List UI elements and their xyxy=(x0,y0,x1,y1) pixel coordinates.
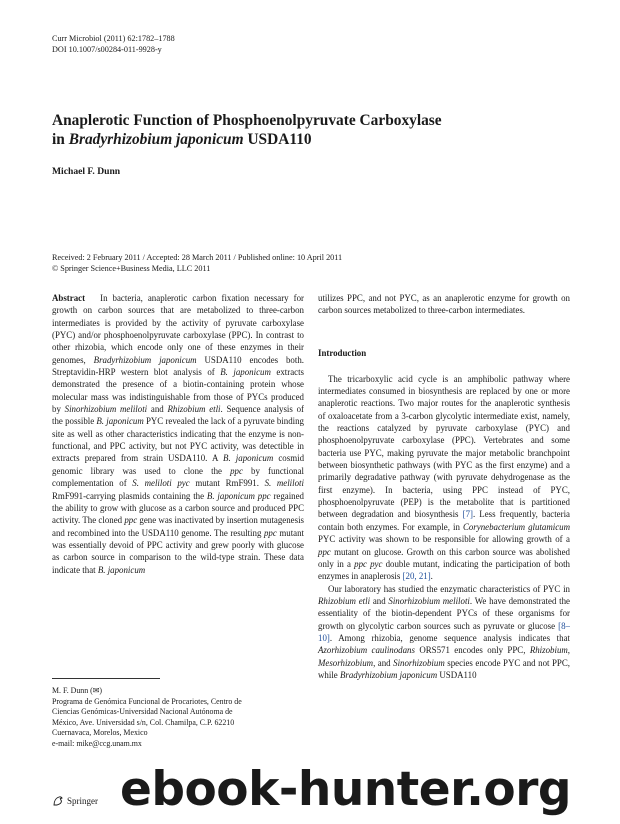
journal-citation: Curr Microbiol (2011) 62:1782–1788 xyxy=(52,34,175,43)
affiliation-line: México, Ave. Universidad s/n, Col. Chamilpa, C.P. 62210 xyxy=(52,717,235,727)
citation-link[interactable]: [20, 21] xyxy=(402,571,431,582)
introduction-paragraph-2: Our laboratory has studied the enzymatic characteristics of PYC in Rhizobium etli and Sinorhizobium meliloti. We have demonstrated the essentiality of the biotin-dependent PYCs of these organisms for growth on glycolytic carbon sources such as pyruvate or glucose [8–10]. Among rhizobia, genome sequence analysis indicates that Azorhizobium caulinodans ORS571 encodes only PPC, Rhizobium, Mesorhizobium, and Sinorhizobium species encode PYC and not PPC, while Bradyrhizobium japonicum USDA110 xyxy=(318,583,571,680)
affiliation-line: Ciencias Genómicas-Universidad Nacional Autónoma de xyxy=(52,707,233,717)
title-organism: Bradyrhizobium japonicum xyxy=(68,131,244,148)
copyright-line: © Springer Science+Business Media, LLC 2011 xyxy=(52,264,211,273)
title-prefix: in xyxy=(52,131,69,148)
author-name: Michael F. Dunn xyxy=(52,166,121,177)
correspondence-name: M. F. Dunn (✉) xyxy=(52,686,103,695)
paper-title xyxy=(52,111,572,149)
citation-link[interactable]: [8–10] xyxy=(318,620,570,643)
introduction-paragraph-1: The tricarboxylic acid cycle is an amphibolic pathway where intermediates consumed in biosynthesis are replaced by one or more anaplerotic reactions. Two major routes for the anaplerotic synthesis of oxaloacetate from a 3-carbon glycolytic intermediate exist, namely, the reactions catalyzed by pyruvate carboxylase (PYC) and phosphoenolpyruvate carboxylase (PPC). Vertebrates and some bacteria use PYC, making pyruvate the major metabolic branchpoint between biosynthetic pathways (with PYC as the first enzyme) and a primarily degradative pathway (with pyruvate dehydrogenase as the first enzyme). In bacteria, using PPC instead of PYC, phosphoenolpyruvate (PEP) is the metabolite that is partitioned between degradation and biosynthesis [7]. Less frequently, bacteria contain both enzymes. For example, in Corynebacterium glutamicum PYC activity was shown to be responsible for allowing growth of a ppc mutant on glucose. Growth on this carbon source was abolished only in a ppc pyc double mutant, indicating the participation of both enzymes in anaplerosis [20, 21]. xyxy=(318,373,570,582)
abstract-label: Abstract xyxy=(52,293,86,303)
abstract-paragraph: Abstract In bacteria, anaplerotic carbon fixation necessary for growth on carbon sources that are metabolized to three-carbon intermediates is provided by the activity of pyruvate carboxylase (PYC) and/or phosphoenolpyruvate carboxylase (PPC). In contrast to other rhizobia, which encode only one of these enzymes in their genomes, Bradyrhizobium japonicum USDA110 encodes both. Streptavidin-HRP western blot analysis of B. japonicum extracts demonstrated the presence of a biotin-containing protein whose molecular mass was indistinguishable from those of PYCs produced by Sinorhizobium meliloti and Rhizobium etli. Sequence analysis of the possible B. japonicum PYC revealed the lack of a pyruvate binding site as well as other characteristics indicating that the enzyme is non-functional, and PPC activity, but not PYC activity, was detectible in extracts prepared from strain USDA110. A B. japonicum cosmid genomic library was used to clone the ppc by functional complementation of S. meliloti pyc mutant RmF991. S. meliloti RmF991-carrying plasmids containing the B. japonicum ppc regained the ability to grow with glucose as a carbon source and produced PPC activity. The cloned ppc gene was inactivated by insertion mutagenesis and recombined into the USDA110 genome. The resulting ppc mutant was essentially devoid of PPC activity and grew poorly with glucose as carbon source in comparison to the wild-type strain. These data indicate that B. japonicum xyxy=(52,293,305,575)
affiliation-line: Programa de Genómica Funcional de Procariotes, Centro de xyxy=(52,696,242,706)
title-line-1: Anaplerotic Function of Phosphoenolpyruvate Carboxylase xyxy=(52,112,442,129)
footnote-rule xyxy=(52,678,160,679)
citation-link[interactable]: [7] xyxy=(462,509,473,520)
right-column xyxy=(318,292,570,681)
publication-dates xyxy=(52,252,342,274)
springer-horse-icon xyxy=(52,795,64,807)
watermark-text: ebook-hunter.org xyxy=(120,762,572,817)
doi: DOI 10.1007/s00284-011-9928-y xyxy=(52,45,162,54)
title-line-2 xyxy=(52,130,572,149)
correspondence-footnote xyxy=(52,686,304,750)
journal-meta xyxy=(52,33,175,55)
email-address[interactable]: e-mail: mike@ccg.unam.mx xyxy=(52,738,142,748)
left-column xyxy=(52,292,304,576)
publisher-name: Springer xyxy=(67,796,98,806)
received-accepted-dates: Received: 2 February 2011 / Accepted: 28 March 2011 / Published online: 10 April 2011 xyxy=(52,253,343,262)
introduction-heading: Introduction xyxy=(318,347,367,358)
publisher-logo xyxy=(52,795,98,807)
title-strain: USDA110 xyxy=(243,131,312,148)
affiliation-line: Cuernavaca, Morelos, Mexico xyxy=(52,728,148,738)
abstract-continuation: utilizes PPC, and not PYC, as an anaplerotic enzyme for growth on carbon sources metabolized to three-carbon intermediates. xyxy=(318,293,570,316)
